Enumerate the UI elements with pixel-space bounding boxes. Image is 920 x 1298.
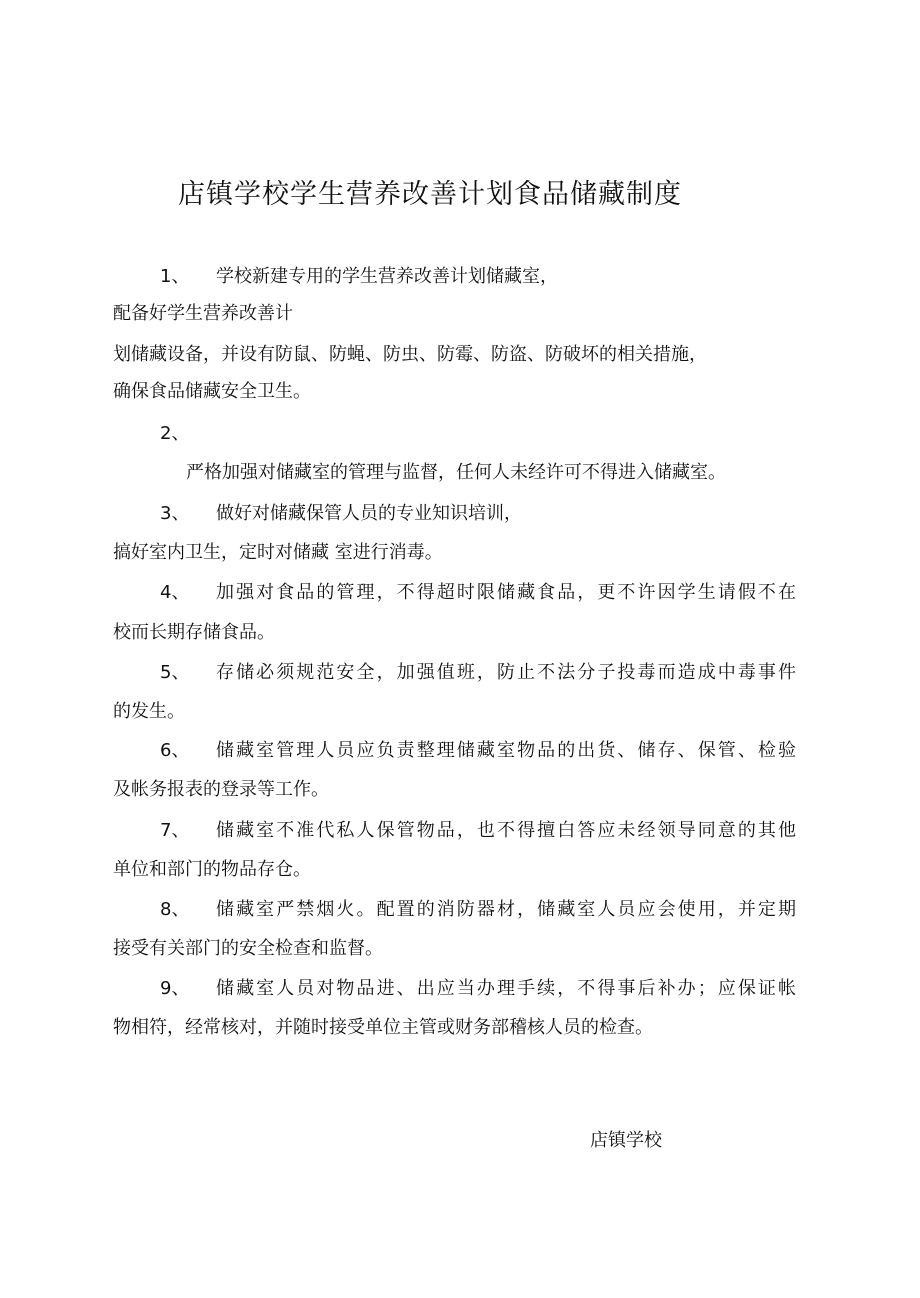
item-3-line-1: 做好对储藏保管人员的专业知识培训， (216, 503, 522, 524)
item-6-line-1: 储藏室管理人员应负责整理储藏室物品的出货、储存、保管、检验 (216, 740, 796, 761)
item-3-number: 3、 (160, 503, 190, 524)
item-6-line-2: 及帐务报表的登录等工作。 (113, 779, 329, 800)
item-8-number: 8、 (160, 899, 190, 920)
item-2-number: 2、 (160, 423, 190, 444)
item-2-line-1: 严格加强对储藏室的管理与监督，任何人未经许可不得进入储藏室。 (186, 462, 726, 483)
item-7-number: 7、 (160, 820, 190, 841)
item-7-line-2: 单位和部门的物品存仓。 (113, 859, 311, 880)
item-9-line-1: 储藏室人员对物品进、出应当办理手续，不得事后补办；应保证帐 (216, 978, 796, 999)
item-4-line-1: 加强对食品的管理，不得超时限储藏食品，更不许因学生请假不在 (216, 582, 796, 603)
document-title: 店镇学校学生营养改善计划食品储藏制度 (178, 179, 682, 210)
item-3-line-2: 搞好室内卫生，定时对储藏 室进行消毒。 (113, 542, 443, 563)
item-1-line-2: 配备好学生营养改善计 (113, 303, 293, 324)
item-1-line-4: 确保食品储藏安全卫生。 (113, 381, 311, 402)
item-7-line-1: 储藏室不准代私人保管物品，也不得擅白答应未经领导同意的其他 (216, 820, 796, 841)
item-5-line-1: 存储必须规范安全，加强值班，防止不法分子投毒而造成中毒事件 (216, 662, 796, 683)
item-9-number: 9、 (160, 978, 190, 999)
item-1-line-1: 学校新建专用的学生营养改善计划储藏室， (216, 266, 558, 287)
item-5-number: 5、 (160, 662, 190, 683)
item-9-line-2: 物相符，经常核对，并随时接受单位主管或财务部稽核人员的检查。 (113, 1017, 653, 1038)
item-5-line-2: 的发生。 (113, 701, 185, 722)
signature-school-name: 店镇学校 (590, 1130, 662, 1151)
item-6-number: 6、 (160, 740, 190, 761)
item-4-number: 4、 (160, 582, 190, 603)
item-8-line-1: 储藏室严禁烟火。配置的消防器材，储藏室人员应会使用，并定期 (216, 899, 796, 920)
item-1-number: 1、 (160, 266, 190, 287)
item-8-line-2: 接受有关部门的安全检查和监督。 (113, 938, 383, 959)
item-4-line-2: 校而长期存储食品。 (113, 622, 275, 643)
item-1-line-3: 划储藏设备，并设有防鼠、防蝇、防虫、防霉、防盗、防破坏的相关措施， (113, 344, 707, 365)
